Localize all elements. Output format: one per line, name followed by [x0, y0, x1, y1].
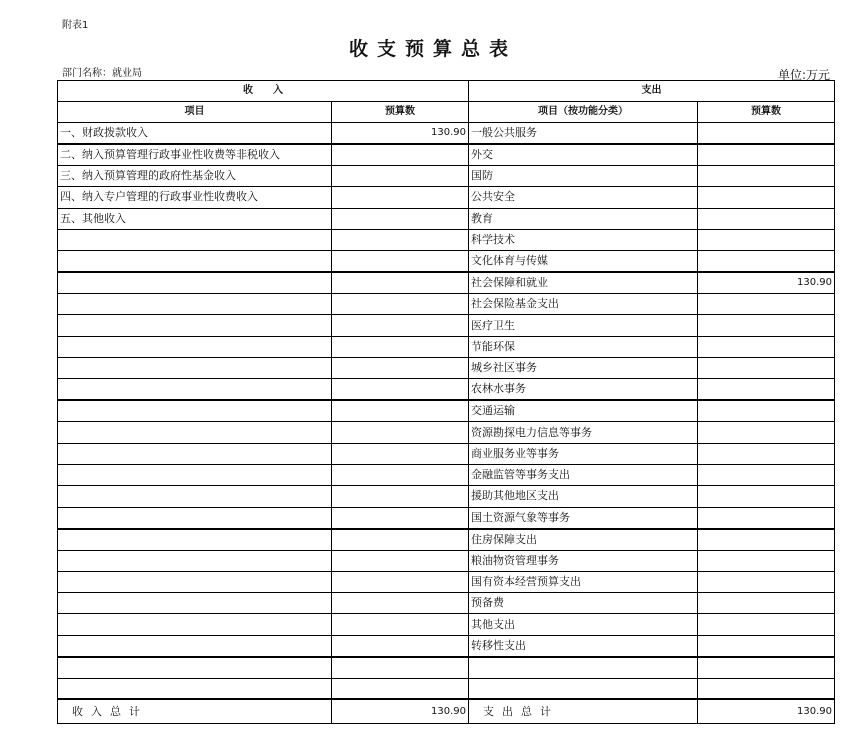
- attachment-label: 附表1: [62, 20, 89, 31]
- expense-item-cell: 商业服务业等事务: [469, 443, 698, 464]
- expense-item-cell: 社会保险基金支出: [469, 294, 698, 315]
- expense-value-cell: [698, 529, 835, 551]
- table-row: [58, 678, 835, 699]
- expense-value-cell: [698, 464, 835, 485]
- expense-item-cell: 文化体育与传媒: [469, 251, 698, 273]
- expense-item-cell: 社会保障和就业: [469, 272, 698, 294]
- expense-value-cell: [698, 229, 835, 250]
- expense-item-cell: 国土资源气象等事务: [469, 507, 698, 529]
- total-expense-label: 支出总计: [469, 699, 698, 723]
- col-expense-item: 项目（按功能分类）: [469, 102, 698, 123]
- income-value-cell: [332, 208, 469, 229]
- table-row: [58, 251, 835, 273]
- table-row: [58, 507, 835, 529]
- income-item-cell: [58, 379, 332, 401]
- expense-section-header: 支出: [469, 81, 835, 102]
- income-value-cell: [332, 294, 469, 315]
- income-value-cell: [332, 571, 469, 592]
- income-item-cell: [58, 336, 332, 357]
- expense-value-cell: [698, 593, 835, 614]
- income-item-cell: [58, 422, 332, 443]
- col-expense-budget: 预算数: [698, 102, 835, 123]
- income-value-cell: [332, 678, 469, 699]
- income-value-cell: [332, 657, 469, 678]
- income-value-cell: [332, 507, 469, 529]
- income-section-header: 收 入: [58, 81, 469, 102]
- expense-value-cell: [698, 123, 835, 145]
- expense-item-cell: 公共安全: [469, 187, 698, 208]
- table-row: [58, 123, 835, 145]
- expense-value-cell: [698, 315, 835, 336]
- expense-item-cell: 农林水事务: [469, 379, 698, 401]
- expense-item-cell: 交通运输: [469, 400, 698, 422]
- expense-value-cell: [698, 166, 835, 187]
- expense-value-cell: [698, 379, 835, 401]
- expense-value-cell: [698, 443, 835, 464]
- total-income-value: 130.90: [332, 699, 469, 723]
- income-value-cell: [332, 486, 469, 507]
- income-value-cell: [332, 358, 469, 379]
- table-row: [58, 635, 835, 657]
- expense-value-cell: [698, 486, 835, 507]
- income-value-cell: [332, 614, 469, 635]
- income-item-cell: 二、纳入预算管理行政事业性收费等非税收入: [58, 144, 332, 166]
- total-income-label: 收入总计: [58, 699, 332, 723]
- income-item-cell: [58, 315, 332, 336]
- income-value-cell: [332, 529, 469, 551]
- income-item-cell: [58, 507, 332, 529]
- expense-item-cell: 国防: [469, 166, 698, 187]
- income-item-cell: [58, 550, 332, 571]
- table-row: [58, 464, 835, 485]
- income-item-cell: [58, 635, 332, 657]
- expense-value-cell: [698, 614, 835, 635]
- expense-value-cell: [698, 187, 835, 208]
- income-value-cell: 130.90: [332, 123, 469, 145]
- table-row: [58, 229, 835, 250]
- income-item-cell: [58, 593, 332, 614]
- table-row: [58, 486, 835, 507]
- expense-item-cell: 城乡社区事务: [469, 358, 698, 379]
- budget-table: [57, 80, 835, 724]
- income-item-cell: [58, 529, 332, 551]
- expense-value-cell: [698, 422, 835, 443]
- income-item-cell: [58, 294, 332, 315]
- expense-item-cell: [469, 657, 698, 678]
- expense-item-cell: 节能环保: [469, 336, 698, 357]
- income-item-cell: [58, 229, 332, 250]
- income-item-cell: [58, 678, 332, 699]
- income-value-cell: [332, 635, 469, 657]
- expense-value-cell: [698, 635, 835, 657]
- income-item-cell: [58, 272, 332, 294]
- table-row: [58, 422, 835, 443]
- expense-item-cell: 教育: [469, 208, 698, 229]
- table-row: [58, 144, 835, 166]
- income-value-cell: [332, 251, 469, 273]
- column-header-row: [58, 102, 835, 123]
- income-item-cell: [58, 486, 332, 507]
- table-row: [58, 379, 835, 401]
- col-income-budget: 预算数: [332, 102, 469, 123]
- table-row: [58, 443, 835, 464]
- table-row: [58, 272, 835, 294]
- income-value-cell: [332, 229, 469, 250]
- expense-item-cell: 住房保障支出: [469, 529, 698, 551]
- expense-item-cell: 预备费: [469, 593, 698, 614]
- expense-value-cell: [698, 571, 835, 592]
- income-item-cell: 四、纳入专户管理的行政事业性收费收入: [58, 187, 332, 208]
- income-value-cell: [332, 550, 469, 571]
- income-item-cell: [58, 571, 332, 592]
- expense-value-cell: [698, 294, 835, 315]
- department-label: 部门名称：就业局: [62, 68, 142, 79]
- expense-item-cell: 一般公共服务: [469, 123, 698, 145]
- expense-item-cell: 金融监管等事务支出: [469, 464, 698, 485]
- income-value-cell: [332, 593, 469, 614]
- income-item-cell: [58, 657, 332, 678]
- table-row: [58, 529, 835, 551]
- table-row: [58, 571, 835, 592]
- expense-item-cell: 国有资本经营预算支出: [469, 571, 698, 592]
- table-row: [58, 187, 835, 208]
- expense-value-cell: [698, 208, 835, 229]
- expense-value-cell: [698, 251, 835, 273]
- expense-item-cell: 外交: [469, 144, 698, 166]
- total-row: [58, 699, 835, 723]
- expense-item-cell: 资源勘探电力信息等事务: [469, 422, 698, 443]
- income-value-cell: [332, 166, 469, 187]
- expense-value-cell: [698, 144, 835, 166]
- table-row: [58, 166, 835, 187]
- table-row: [58, 400, 835, 422]
- expense-value-cell: [698, 678, 835, 699]
- table-row: [58, 315, 835, 336]
- table-row: [58, 593, 835, 614]
- total-expense-value: 130.90: [698, 699, 835, 723]
- expense-value-cell: 130.90: [698, 272, 835, 294]
- income-value-cell: [332, 400, 469, 422]
- table-row: [58, 550, 835, 571]
- expense-value-cell: [698, 657, 835, 678]
- table-row: [58, 657, 835, 678]
- expense-item-cell: [469, 678, 698, 699]
- expense-value-cell: [698, 507, 835, 529]
- table-row: [58, 208, 835, 229]
- expense-value-cell: [698, 358, 835, 379]
- expense-value-cell: [698, 550, 835, 571]
- income-item-cell: 五、其他收入: [58, 208, 332, 229]
- income-item-cell: [58, 400, 332, 422]
- unit-label: 单位:万元: [777, 68, 830, 82]
- income-value-cell: [332, 144, 469, 166]
- col-income-item: 项目: [58, 102, 332, 123]
- page-title: 收支预算总表: [348, 38, 517, 60]
- table-row: [58, 294, 835, 315]
- income-item-cell: [58, 251, 332, 273]
- income-item-cell: [58, 464, 332, 485]
- income-item-cell: [58, 614, 332, 635]
- income-value-cell: [332, 443, 469, 464]
- income-value-cell: [332, 272, 469, 294]
- expense-item-cell: 科学技术: [469, 229, 698, 250]
- income-value-cell: [332, 464, 469, 485]
- table-row: [58, 358, 835, 379]
- expense-item-cell: 医疗卫生: [469, 315, 698, 336]
- expense-item-cell: 转移性支出: [469, 635, 698, 657]
- expense-item-cell: 粮油物资管理事务: [469, 550, 698, 571]
- income-item-cell: [58, 358, 332, 379]
- income-value-cell: [332, 379, 469, 401]
- expense-item-cell: 援助其他地区支出: [469, 486, 698, 507]
- expense-item-cell: 其他支出: [469, 614, 698, 635]
- income-value-cell: [332, 315, 469, 336]
- expense-value-cell: [698, 336, 835, 357]
- income-item-cell: 一、财政拨款收入: [58, 123, 332, 145]
- income-value-cell: [332, 187, 469, 208]
- section-header-row: [58, 81, 835, 102]
- income-item-cell: [58, 443, 332, 464]
- income-value-cell: [332, 336, 469, 357]
- income-value-cell: [332, 422, 469, 443]
- table-row: [58, 336, 835, 357]
- income-item-cell: 三、纳入预算管理的政府性基金收入: [58, 166, 332, 187]
- table-row: [58, 614, 835, 635]
- expense-value-cell: [698, 400, 835, 422]
